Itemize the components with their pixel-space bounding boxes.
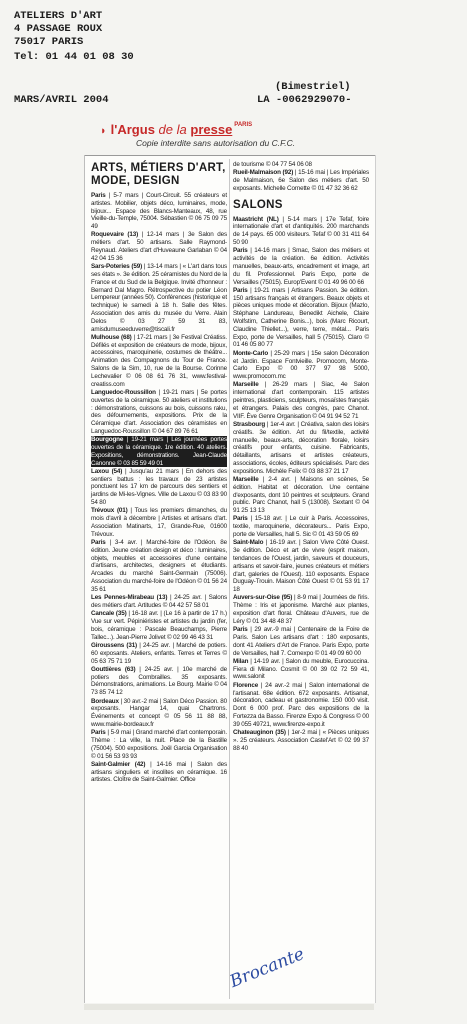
listing-text: | 3-4 avr. | Marché-foire de l'Odéon. 8e édition. Jeune création design et déco : luminaires, objets, meubles et accessoires d'une centaine d'artisans, architectes, designers et étudiants. Arcades du marché Saint-Germain (75006). Association du marché-foire de l'Odéon © 01 56 24 35 61 — [91, 539, 227, 593]
listing-place: Milan — [233, 657, 249, 665]
listing-text: de tourisme © 04 77 54 06 08 — [233, 161, 312, 168]
listing-place: Paris — [91, 729, 106, 737]
listing-entry — [91, 642, 227, 665]
publisher-phone: Tel: 01 44 01 08 30 — [14, 51, 134, 63]
listing-text: | 30 avr.-2 mai | Salon Déco Passion. 80 exposants. Hangar 14, quai Chartrons. Événements et concept © 05 56 11 88 88, www.mairie-bordeaux.fr — [91, 697, 227, 728]
listing-place: Paris — [91, 192, 106, 199]
listing-text: | 5-14 mars | 17e Tefaf, foire internationale d'art et d'antiquités. 200 marchands de 14 pays. 65 000 visiteurs. Tefaf © 00 31 411 64 50 90 — [233, 215, 369, 247]
right-column — [233, 161, 369, 753]
listing-text: | 26-29 mars | Siac, 4e Salon international d'art contemporain. 115 artistes peintres, plasticiens, sculpteurs, mosaïstes français et étrangers. Palais des congrès, parc Chanot. VIIF. Ève Genre Organisation © 04 91 94 52 71 — [233, 381, 369, 420]
copyright-notice: Copie interdite sans autorisation du C.F.C. — [136, 138, 296, 148]
listing-entry — [233, 594, 369, 625]
listing-place: Paris — [233, 515, 248, 523]
listing-entry — [233, 658, 369, 681]
column-divider — [229, 159, 230, 999]
listing-entry — [91, 468, 227, 507]
listing-place: Mulhouse (68) — [91, 333, 132, 341]
listing-entry — [233, 626, 369, 657]
listing-entry — [233, 381, 369, 420]
listing-place: Bordeaux — [91, 697, 119, 705]
publisher-name: ATELIERS D'ART — [14, 10, 103, 22]
listing-text: | Tous les premiers dimanches, du mois d'avril à décembre | Artistes et artisans d'art. Association Matinarts, 17, Grande-Rue, 01600 Trévoux. — [91, 507, 228, 538]
listing-entry — [233, 476, 369, 515]
listing-place: Paris — [233, 286, 248, 294]
listing-place: Gouttières (63) — [91, 665, 136, 673]
listing-text: | 17-21 mars | 3e Festival Créatiss. Défilés et exposition de créateurs de mode, bijoux, accessoires, maroquinerie, costumes de théâtre... Animation des Compagnons du Tour de France. Salons de la Sim, 10, rue de la Bourse. Corinne Lechevalier © 06 08 61 76 31, www.festival-creatiss.com — [91, 333, 227, 388]
listing-text: | 12-14 mars | 3e Salon des métiers d'art. 50 artisans. Salle Raymond-Reynaud. Ateliers d'art d'Huveaune Garlaban © 04 42 04 15 36 — [91, 231, 227, 262]
listing-text: | 1er-2 mai | « Pièces uniques ». 25 créateurs. Association Castel'Art © 02 99 37 88 40 — [233, 728, 369, 752]
listing-place: Paris — [233, 626, 248, 634]
listing-text: | 16-19 avr. | Salon Vivre Côté Ouest. 3e édition. Déco et art de vivre (esprit maison, tendances de l'Ouest, jardin, saveurs et douceurs, artisans et savoir-faire, jeunes créateurs et métiers d'art, galeries de l'Ouest). 110 exposants. Espace Duguay-Trouin. Maison Côté Ouest © 01 53 91 17 18 — [233, 539, 369, 594]
listing-entry — [91, 389, 227, 436]
listing-entry — [233, 169, 369, 192]
publisher-street: 4 PASSAGE ROUX — [14, 23, 103, 35]
listing-entry — [91, 507, 227, 538]
listing-place: Saint-Galmier (42) — [91, 760, 146, 768]
listing-place: Chateauginon (35) — [233, 728, 286, 736]
salons-title: SALONS — [233, 198, 283, 211]
listing-text: | 19-21 mars | Artisans Passion. 3e édition. 150 artisans français et étrangers. Beaux objets et pièces uniques mode et décoration. Bijoux (Mazlo, Stéphane Landureau, Benedikt Aichele, Claire Wolfstirn, Catherine Bonis...), bois (Marc Ricourt, Claudine Thiellet...), verre, terre, métal... Paris Expo, porte de Versailles, hall 5 (75015). Claro © 01 46 05 80 77 — [233, 286, 369, 349]
listing-text: | 29 avr.-9 mai | Centenaire de la Foire de Paris. Salon Les artisans d'art : 180 exposants, dont 41 Ateliers d'Art de France. Paris Expo, porte de Versailles, hall 7. Comexpo © 01 49 09 60 00 — [233, 626, 369, 657]
publisher-city: 75017 PARIS — [14, 36, 84, 48]
listing-place: Giroussens (31) — [91, 641, 138, 649]
listing-place: Les Pennes-Mirabeau (13) — [91, 594, 168, 602]
listing-place: Roquevaire (13) — [91, 231, 139, 239]
issue-frequency: (Bimestriel) — [275, 81, 351, 93]
listing-place: Rueil-Malmaison (92) — [233, 169, 294, 177]
article-clipping — [84, 155, 376, 1003]
listing-place: Trévoux (01) — [91, 507, 128, 515]
issue-period: MARS/AVRIL 2004 — [14, 94, 109, 106]
listing-place: Marseille — [233, 475, 259, 483]
listing-entry — [233, 350, 369, 381]
logo-part-b: de la — [158, 122, 187, 137]
argus-logo — [100, 122, 252, 137]
listing-entry — [233, 421, 369, 476]
listing-text: | 2-4 avr. | Maisons en scènes, 5e édition. Habitat et décoration. Une centaine d'exposants, dont 10 peintres et sculpteurs. Grand public. Parc Chanot, hall 5 (13008). Sextant © 04 91 25 13 13 — [233, 475, 369, 515]
listing-entry — [91, 666, 227, 697]
listing-place: Maastricht (NL) — [233, 215, 279, 223]
listing-entry — [233, 247, 369, 286]
left-column — [91, 161, 227, 785]
listing-entry — [233, 287, 369, 349]
listing-entry — [91, 698, 227, 729]
listing-entry — [233, 161, 369, 169]
listing-text: | 24-25 avr. | Salons des métiers d'art. Artitudes © 04 42 57 58 01 — [91, 594, 227, 609]
listing-place: Bourgogne — [91, 436, 124, 444]
listing-place: Languedoc-Roussillon — [91, 388, 156, 396]
listing-place: Florence — [233, 681, 259, 689]
clipping-reference: LA -0062929070- — [257, 94, 352, 106]
listing-entry — [233, 682, 369, 729]
listing-entry — [91, 594, 227, 610]
listing-text: | Jusqu'au 21 mars | En dehors des sentiers battus : les travaux de 23 artistes ponctuent les 17 km de parcours des sentiers et jardins de Mi-les-Vignes. Ville de Laxou © 03 83 90 54 80 — [91, 467, 227, 507]
publication-header — [14, 10, 459, 64]
listing-entry — [91, 231, 227, 262]
listing-place: Saint-Malo — [233, 539, 264, 547]
listing-entry — [91, 761, 227, 784]
right-top-listings — [233, 161, 369, 193]
listing-entry — [91, 539, 227, 594]
salon-listings — [233, 216, 369, 753]
listing-entry — [91, 334, 227, 389]
page-edge — [84, 1004, 374, 1010]
listing-text: | 24-25 avr. | 10e marché de potiers des Combrailles. 35 exposants. Démonstrations, animations. Le Bourg. Mairie © 04 73 85 74 12 — [91, 665, 227, 697]
listing-text: | 14-16 mai | Salon des artisans singuliers et insolites en céramique. 16 artistes. Cloître de Saint-Galmier. Office — [91, 760, 227, 784]
logo-paris: PARIS — [234, 122, 253, 128]
listing-entry — [91, 436, 227, 467]
argus-stamp — [96, 122, 376, 152]
listing-entry — [233, 729, 369, 752]
listing-text: | 16-18 avr. | (Le 16 à partir de 17 h.) Vue sur vert. Pépiniéristes et artistes du jardin (fer, bois, céramique : Pascale Beauchamps, Pierre Tallec...). Jean-Pierre Jolivet © 02 99 46 43 31 — [91, 610, 227, 641]
logo-part-c: presse — [190, 122, 233, 137]
listing-text: | 1er-4 avr. | Créativa, salon des loisirs créatifs. 3e édition. Art du fil/textile, activité manuelle, beaux-arts, décoration florale, loisirs créatifs pour enfants, cuisine. Fabricants, détaillants, artisans et artistes créateurs, associations, écoles, éditeurs spécialisés. Parc des expositions. Michèle Felix © 03 88 37 21 17 — [233, 420, 369, 475]
listing-text: | 8-9 mai | Journées de l'iris. Thème : Iris et japonisme. Marché aux plantes, exposition d'art floral. Château d'Auvers, rue de Léry © 01 34 48 48 37 — [233, 594, 369, 625]
listing-text: | 24 avr.-2 mai | Salon international de l'artisanat. 68e édition. 672 exposants. Artisanat, décoration, cadeau et gastronomie. 150 000 visit. Dont 6 000 prof. Parc des expositions de la Fortezza da Basso. Firenze Expo & Congress © 00 39 055 49721, www.firenze-expo.it — [233, 681, 369, 728]
listing-entry — [91, 263, 227, 333]
listing-text: | 24-25 avr. | Marché de potiers. 60 exposants. Ateliers, enfants. Terres et Terres © 05 63 75 71 19 — [91, 641, 228, 665]
section-title: ARTS, MÉTIERS D'ART, MODE, DESIGN — [91, 162, 226, 187]
listing-entry — [233, 216, 369, 247]
listing-place: Sars-Poteries (59) — [91, 263, 143, 271]
listing-place: Monte-Carlo — [233, 349, 269, 357]
listing-text: | 19-21 mars | 5e portes ouvertes de la céramique. 50 ateliers et institutions : démonstrations, cuissons au bois, cuissons raku, des défournements, expositions. Prix de la Céramique d'art. Association des céramistes en Languedoc-Roussillon © 04 67 89 76 61 — [91, 388, 227, 435]
listing-text: | 15-16 mai | Les Impériales de Malmaison, 6e Salon des métiers d'art. 50 exposants. Michelle Cornette © 01 47 32 36 62 — [233, 169, 370, 192]
listing-text: | 13-14 mars | « L'art dans tous ses états ». 3e édition. 25 céramistes du Nord de la France et du Sud de la Belgique. Invité d'honneur : Bernard Dal Magro. Rétrospective du potier Léon Lempereur (années 50). Conférences (historique et technique) le samedi à 18 h. Salle des fêtes. Association des amis du musée du Verre. Alain Delos © 03 27 59 31 83, amisdumuseeduverre@tiscali.fr — [91, 263, 227, 333]
argus-mark-icon: ◗ — [100, 125, 107, 137]
listing-place: Laxou (54) — [91, 467, 123, 475]
listing-text: | 15-18 avr. | Le cuir à Paris. Accessoires, textile, maroquinerie, décorateurs... Paris Expo, porte de Versailles, hall 5. Sic © 01 43 59 05 69 — [233, 515, 369, 539]
listing-entry — [91, 729, 227, 760]
clip-top-rule — [85, 155, 375, 156]
listing-text: | 14-16 mars | Smac, Salon des métiers et activités de la création. 6e édition. Activités manuelles, beaux-arts, encadrement et image, art du fil. Professionnel. Paris Expo, porte de Versailles (75015). Europ'Event © 01 49 96 00 66 — [233, 247, 369, 286]
handwritten-annotation: Brocante — [227, 944, 308, 992]
listing-entry — [91, 192, 227, 231]
listing-place: Auvers-sur-Oise (95) — [233, 594, 293, 602]
listing-place: Paris — [233, 247, 248, 255]
listing-text: | 5-9 mai | Grand marché d'art contemporain. Thème : La ville, la nuit. Place de la Bastille (75004). 500 expositions. Joël Garcia Organisation © 01 56 53 93 93 — [91, 729, 227, 760]
listing-place: Paris — [91, 539, 106, 547]
listing-entry — [233, 539, 369, 594]
listing-text: | 25-29 mars | 15e salon Décoration et Jardin. Espace Fontvieille. Promocom, Monte-Carlo Expo © 00 377 97 98 5000, www.promocom.mc — [233, 349, 369, 381]
listing-text: | 14-19 avr. | Salon du meuble, Eurocuccina. Fiera di Milano. Cosmit © 00 39 02 72 59 41, www.salonit — [233, 657, 369, 681]
listing-text: | 5-7 mars | Court-Circuit. 55 créateurs et artistes. Mobilier, objets déco, luminaires, mode, bijoux... Espace des Blancs-Manteaux, 48, rue Vieille-du-Temple, 75004. Sébastien © 06 75 09 75 49 — [91, 192, 227, 231]
listing-place: Cancale (35) — [91, 610, 127, 618]
listing-place: Strasbourg — [233, 420, 266, 428]
listing-entry — [233, 515, 369, 538]
listing-place: Marseille — [233, 381, 259, 389]
logo-part-a: l'Argus — [110, 122, 155, 137]
listing-text: | 19-21 mars | Les journées portes ouvertes de la céramique. 1re édition. 40 ateliers. Expositions, démonstrations. Jean-Claude Canonne © 03 85 59 49 01 — [91, 436, 227, 467]
listing-entry — [91, 610, 227, 641]
left-listings — [91, 192, 227, 784]
